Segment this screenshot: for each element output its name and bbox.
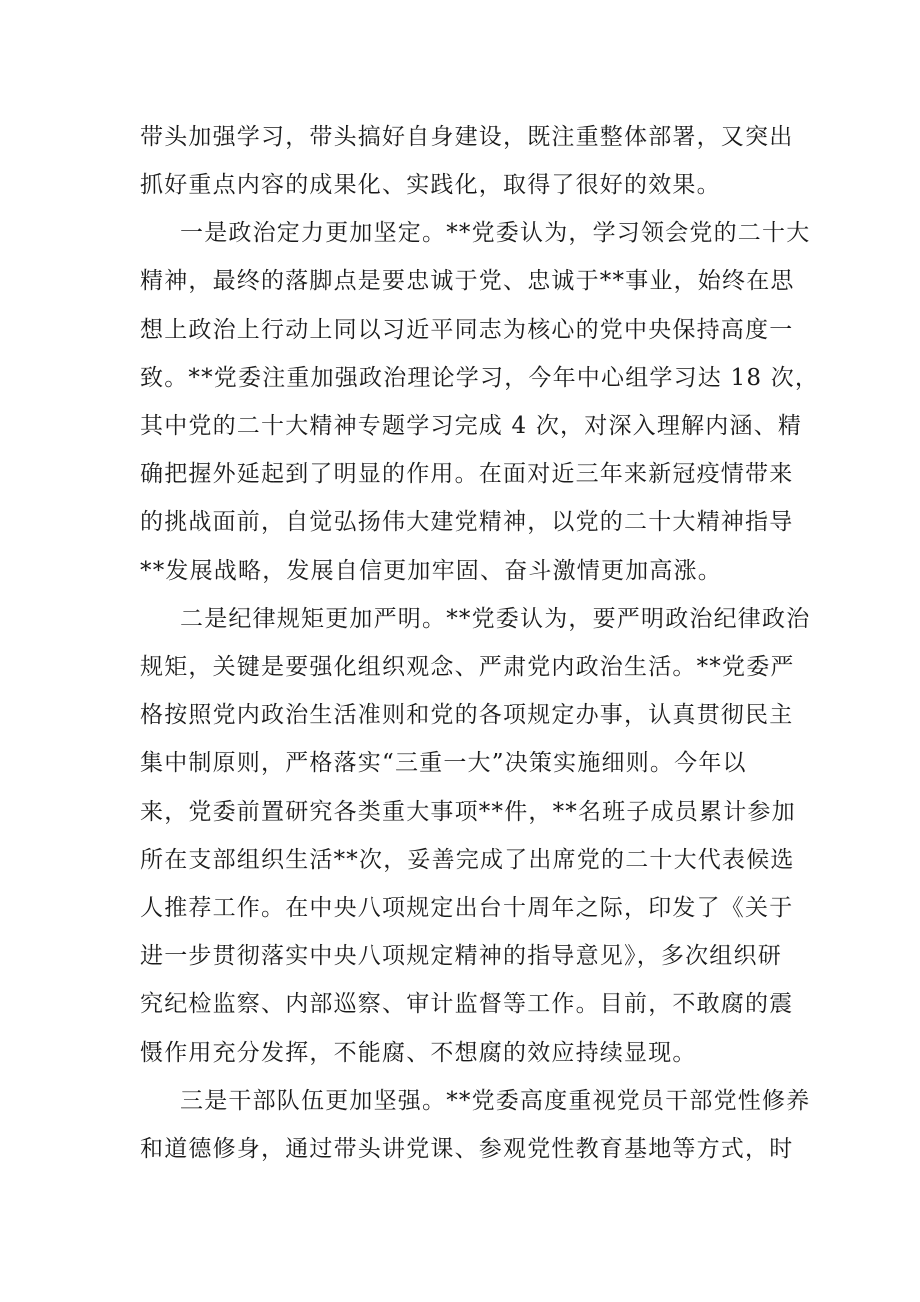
text-line: 集中制原则，严格落实“三重一大”决策实施细则。今年以 (140, 750, 747, 776)
text-line: 致。**党委注重加强政治理论学习，今年中心组学习达 18 次， (140, 365, 820, 391)
text-line: 确把握外延起到了明显的作用。在面对近三年来新冠疫情带来 (140, 461, 794, 487)
text-line: 慑作用充分发挥，不能腐、不想腐的效应持续显现。 (140, 1040, 697, 1066)
paragraph-first-line: 一是政治定力更加坚定。**党委认为，学习领会党的二十大 (180, 220, 811, 246)
text-line: 进一步贯彻落实中央八项规定精神的指导意见》，多次组织研 (140, 943, 782, 969)
text-line: 规矩，关键是要强化组织观念、严肃党内政治生活。**党委严 (140, 654, 795, 680)
text-line: 所在支部组织生活**次，妥善完成了出席党的二十大代表候选 (140, 847, 795, 873)
text-line: 其中党的二十大精神专题学习完成 4 次，对深入理解内涵、精 (140, 413, 803, 439)
text-line: 带头加强学习，带头搞好自身建设，既注重整体部署，又突出 (140, 124, 794, 150)
paragraph-first-line: 三是干部队伍更加坚强。**党委高度重视党员干部党性修养 (180, 1088, 811, 1114)
text-line: 想上政治上行动上同以习近平同志为核心的党中央保持高度一 (140, 317, 794, 343)
text-line: 人推荐工作。在中央八项规定出台十周年之际，印发了《关于 (140, 895, 794, 921)
text-line: **发展战略，发展自信更加牢固、奋斗激情更加高涨。 (140, 558, 722, 584)
paragraph-first-line: 二是纪律规矩更加严明。**党委认为，要严明政治纪律政治 (180, 606, 811, 632)
text-line: 究纪检监察、内部巡察、审计监督等工作。目前，不敢腐的震 (140, 991, 794, 1017)
text-line: 来，党委前置研究各类重大事项**件，**名班子成员累计参加 (140, 799, 796, 825)
text-line: 的挑战面前，自觉弘扬伟大建党精神，以党的二十大精神指导 (140, 509, 794, 535)
text-line: 和道德修身，通过带头讲党课、参观党性教育基地等方式，时 (140, 1136, 794, 1162)
text-line: 抓好重点内容的成果化、实践化，取得了很好的效果。 (140, 172, 721, 198)
text-line: 格按照党内政治生活准则和党的各项规定办事，认真贯彻民主 (140, 702, 794, 728)
text-line: 精神，最终的落脚点是要忠诚于党、忠诚于**事业，始终在思 (140, 268, 795, 294)
